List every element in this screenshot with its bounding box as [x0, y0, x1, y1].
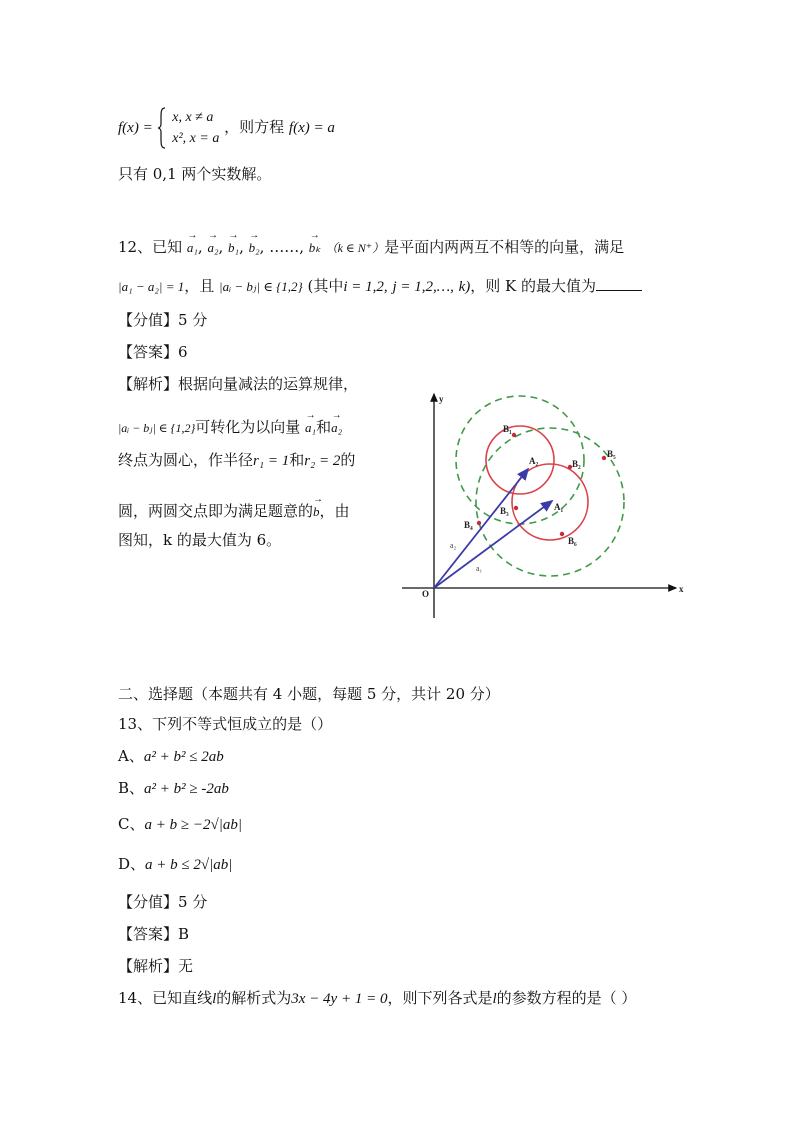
q14-prefix: 14、已知直线	[118, 989, 213, 1007]
q13-option-b	[118, 778, 229, 799]
q12-score-line	[118, 310, 207, 330]
q14-equation: 3x − 4y + 1 = 0	[291, 991, 388, 1007]
red-circle-a2	[486, 426, 554, 494]
q13-option-a-text: a² + b² ≤ 2ab	[143, 749, 224, 765]
prev-conclusion: 只有 0,1 两个实数解。	[118, 165, 272, 183]
label-b1: B₁	[503, 424, 512, 434]
q12-analysis-4a: 圆，两圆交点即为满足题意的	[118, 502, 314, 520]
q13-option-d-text: a + b ≤ 2√|ab|	[145, 857, 233, 873]
origin-label: O	[422, 589, 430, 599]
q12-answer-label: 【答案】	[118, 343, 179, 361]
x-axis-label: x	[679, 584, 684, 594]
analysis-condition: |aᵢ − bⱼ| ∈ {1,2}	[118, 421, 196, 435]
q12-analysis-3b: 和	[289, 451, 305, 469]
label-a1: A₁	[554, 502, 564, 512]
q12-analysis-line4	[118, 496, 350, 522]
q13-option-a	[118, 746, 224, 767]
q12-analysis-4b: ，由	[319, 502, 350, 520]
label-vec-a1: a₁	[476, 564, 483, 573]
q14-tail: ，则下列各式是	[387, 989, 493, 1007]
q12-analysis-label: 【解析】	[118, 375, 179, 393]
q14-end: 的参数方程的是（ ）	[496, 989, 637, 1007]
figure-svg	[392, 382, 692, 634]
condition-2: |aᵢ − bⱼ| ∈ {1,2}	[219, 279, 303, 294]
point-b4	[477, 521, 481, 525]
q12-analysis-line3	[118, 450, 355, 471]
q12-prefix: 12、已知	[118, 238, 183, 256]
q14-line-l: l	[212, 991, 217, 1007]
function-name: f(x) =	[118, 120, 153, 136]
q12-answer-line	[118, 342, 188, 362]
label-b5: B₅	[607, 449, 616, 459]
vector-a2: → a₂	[207, 232, 218, 258]
q12-and: ，且	[184, 277, 215, 295]
vector-circle-figure	[392, 382, 692, 634]
prev-equation: f(x) = a	[288, 120, 335, 136]
answer-blank	[596, 276, 642, 291]
condition-1: |a₁ − a₂| = 1	[118, 279, 185, 294]
label-b2: B₂	[572, 459, 581, 469]
label-b6: B₆	[568, 536, 577, 546]
q14-mid: 的解析式为	[216, 989, 292, 1007]
q12-analysis-3c: 的	[340, 451, 356, 469]
point-b1	[512, 433, 516, 437]
piece-case-2: x², x = a	[172, 131, 220, 146]
j-range: j = 1,2,…,	[392, 279, 454, 295]
q12-analysis-line5: 图知，k 的最大值为 6。	[118, 531, 282, 549]
q12-stem-line2	[118, 276, 642, 297]
q12-analysis-line1	[118, 374, 358, 394]
q12-analysis-2: 可转化为以向量	[195, 418, 301, 436]
q13-option-d	[118, 854, 232, 875]
q13-score-line	[118, 892, 207, 912]
q14-line-l2: l	[492, 991, 497, 1007]
radius-1: r₁ = 1	[253, 453, 290, 469]
q12-answer: 6	[178, 343, 188, 361]
q13-answer-label: 【答案】	[118, 925, 179, 943]
label-vec-a2: a₂	[450, 541, 457, 550]
k-end: k)	[458, 279, 471, 295]
green-circle-a2	[456, 396, 584, 524]
q12-score-label: 【分值】	[118, 311, 179, 329]
radius-2: r₂ = 2	[304, 453, 341, 469]
prev-text: ，则方程	[224, 118, 285, 136]
q13-score: 5 分	[178, 893, 208, 911]
q12-analysis-and: 和	[316, 418, 332, 436]
q12-stem-line1: 12、已知 → a₁, → a₂, → b₁, → b₂, ……, → bₖ （k ∈ N⁺）是平面内两两互不相等的向量，满足	[118, 232, 624, 258]
q13-score-label: 【分值】	[118, 893, 179, 911]
vector-bk: → bₖ	[309, 232, 321, 258]
q13-analysis-line	[118, 956, 193, 976]
ellipsis: ……	[269, 238, 300, 256]
vector-b: → b	[313, 496, 320, 522]
y-axis-label: y	[439, 394, 444, 404]
q13-answer: B	[178, 925, 190, 943]
vector-b2: → b₂	[249, 232, 260, 258]
q12-score: 5 分	[178, 311, 208, 329]
q13-option-a-label: A、	[118, 747, 144, 765]
q13-analysis: 无	[178, 957, 194, 975]
point-b3	[514, 506, 518, 510]
q14-stem	[118, 988, 636, 1009]
label-b4: B₄	[464, 520, 473, 530]
q13-answer-line	[118, 924, 189, 944]
vector-b1: → b₁	[228, 232, 239, 258]
q13-option-c-text: a + b ≥ −2√|ab|	[144, 817, 242, 833]
k-condition: （k ∈ N⁺）	[325, 241, 385, 255]
analysis-vector-a2: → a₂	[331, 412, 342, 438]
analysis-vector-a1: → a₁	[305, 412, 316, 438]
q12-where: (其中	[307, 277, 344, 295]
piece-case-1: x, x ≠ a	[172, 110, 214, 125]
point-b6	[560, 532, 564, 536]
section2-title: 二、选择题（本题共有 4 小题，每题 5 分，共计 20 分）	[118, 685, 500, 703]
q13-option-c-label: C、	[118, 815, 145, 833]
q13-option-c	[118, 814, 242, 835]
label-b3: B₃	[500, 506, 509, 516]
q13-analysis-label: 【解析】	[118, 957, 179, 975]
q12-analysis-line2	[118, 412, 342, 438]
q12-analysis-3a: 终点为圆心，作半径	[118, 451, 254, 469]
point-b5	[602, 456, 606, 460]
vector-a1: → a₁	[187, 232, 198, 258]
q13-option-b-label: B、	[118, 779, 145, 797]
q12-ask: ，则 K 的最大值为	[470, 277, 597, 295]
label-a2: A₂	[529, 456, 539, 466]
piecewise-definition	[118, 104, 335, 150]
q13-stem: 13、下列不等式恒成立的是（）	[118, 715, 333, 733]
i-range: i = 1,2,	[343, 279, 388, 295]
q13-option-d-label: D、	[118, 855, 146, 873]
q12-analysis-1: 根据向量减法的运算规律，	[178, 375, 359, 393]
brace-icon	[157, 106, 167, 150]
q13-option-b-text: a² + b² ≥ -2ab	[144, 781, 229, 797]
q12-stem-tail: 是平面内两两互不相等的向量，满足	[384, 238, 625, 256]
